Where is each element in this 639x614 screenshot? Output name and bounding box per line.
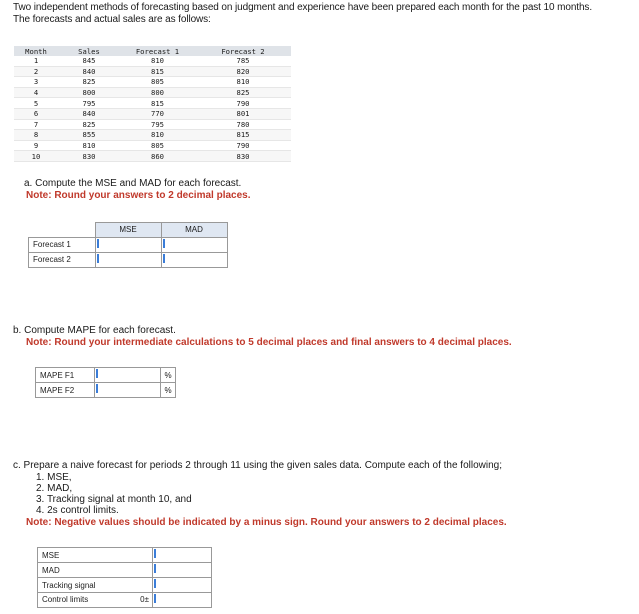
header-month: Month: [14, 46, 58, 56]
table-cell: 810: [195, 77, 291, 88]
table-cell: 790: [195, 98, 291, 109]
table-cell: 805: [120, 77, 195, 88]
row-label-forecast-2: Forecast 2: [29, 252, 96, 267]
table-cell: 5: [14, 98, 58, 109]
table-cell: 810: [120, 130, 195, 141]
table-cell: 780: [195, 119, 291, 130]
table-row: [14, 130, 291, 141]
row-label-forecast-1: Forecast 1: [29, 237, 96, 252]
table-cell: 800: [120, 87, 195, 98]
naive-mse-input[interactable]: [153, 548, 212, 563]
table-cell: 815: [195, 130, 291, 141]
table-cell: 855: [58, 130, 120, 141]
part-c-item-2: 2. MAD,: [36, 483, 73, 494]
table-cell: 825: [195, 87, 291, 98]
table-row: [14, 119, 291, 130]
table-row: [14, 77, 291, 88]
part-a-answer-grid: [28, 222, 228, 268]
part-c-question: c. Prepare a naive forecast for periods 2 through 11 using the given sales data. Compute each of the following;: [13, 460, 502, 471]
mape-f1-input[interactable]: [95, 368, 161, 383]
part-b-answer-grid: [35, 367, 176, 398]
part-c-item-4: 4. 2s control limits.: [36, 505, 119, 516]
table-body: [14, 56, 291, 161]
row-label-mape-f1: MAPE F1: [36, 368, 95, 383]
row-label-mape-f2: MAPE F2: [36, 383, 95, 398]
col-header-mse: MSE: [95, 223, 161, 238]
table-cell: 805: [120, 140, 195, 151]
forecast-1-mse-input[interactable]: [95, 237, 161, 252]
table-row: [14, 56, 291, 66]
table-cell: 8: [14, 130, 58, 141]
intro-line-2: The forecasts and actual sales are as follows:: [13, 13, 211, 25]
sales-forecast-table: [14, 46, 291, 162]
part-c-item-1: 1. MSE,: [36, 472, 72, 483]
table-header-row: [14, 46, 291, 56]
table-cell: 801: [195, 108, 291, 119]
table-cell: 860: [120, 151, 195, 162]
table-row: [14, 66, 291, 77]
mape-f2-percent: %: [161, 383, 176, 398]
table-row: [14, 87, 291, 98]
mape-f2-input[interactable]: [95, 383, 161, 398]
part-c-answer-grid: [37, 547, 212, 608]
header-forecast-1: Forecast 1: [120, 46, 195, 56]
table-cell: 3: [14, 77, 58, 88]
table-cell: 810: [120, 56, 195, 66]
table-cell: 785: [195, 56, 291, 66]
table-cell: 4: [14, 87, 58, 98]
table-cell: 9: [14, 140, 58, 151]
control-limits-input[interactable]: [153, 593, 212, 608]
table-cell: 795: [120, 119, 195, 130]
table-cell: 825: [58, 119, 120, 130]
table-cell: 1: [14, 56, 58, 66]
header-forecast-2: Forecast 2: [195, 46, 291, 56]
naive-mad-input[interactable]: [153, 563, 212, 578]
part-c-item-3: 3. Tracking signal at month 10, and: [36, 494, 192, 505]
table-row: [14, 98, 291, 109]
table-cell: 7: [14, 119, 58, 130]
tracking-signal-input[interactable]: [153, 578, 212, 593]
mape-f1-percent: %: [161, 368, 176, 383]
table-cell: 840: [58, 66, 120, 77]
table-row: [14, 108, 291, 119]
table-cell: 840: [58, 108, 120, 119]
table-cell: 795: [58, 98, 120, 109]
table-cell: 790: [195, 140, 291, 151]
table-cell: 6: [14, 108, 58, 119]
table-row: [14, 140, 291, 151]
table-cell: 845: [58, 56, 120, 66]
part-b-note: Note: Round your intermediate calculations to 5 decimal places and final answers to 4 decimal places.: [26, 337, 512, 348]
table-cell: 2: [14, 66, 58, 77]
intro-line-1: Two independent methods of forecasting based on judgment and experience have been prepared each month for the past 10 months.: [13, 2, 593, 13]
row-label-mse: MSE: [38, 548, 153, 563]
table-cell: 810: [58, 140, 120, 151]
forecast-2-mad-input[interactable]: [161, 252, 227, 267]
header-sales: Sales: [58, 46, 120, 56]
part-a-note: Note: Round your answers to 2 decimal places.: [26, 190, 251, 201]
table-cell: 825: [58, 77, 120, 88]
control-limits-prefix: 0±: [140, 595, 149, 604]
table-row: [14, 151, 291, 162]
part-b-question: b. Compute MAPE for each forecast.: [13, 325, 176, 336]
forecast-2-mse-input[interactable]: [95, 252, 161, 267]
table-cell: 830: [58, 151, 120, 162]
table-cell: 800: [58, 87, 120, 98]
table-cell: 10: [14, 151, 58, 162]
table-cell: 830: [195, 151, 291, 162]
table-cell: 815: [120, 98, 195, 109]
row-label-tracking-signal: Tracking signal: [38, 578, 153, 593]
row-label-control-limits: [38, 593, 153, 608]
col-header-mad: MAD: [161, 223, 227, 238]
control-limits-label: Control limits: [42, 595, 89, 604]
row-label-mad: MAD: [38, 563, 153, 578]
forecast-1-mad-input[interactable]: [161, 237, 227, 252]
table-cell: 770: [120, 108, 195, 119]
intro-text: [13, 2, 633, 25]
part-c-note: Note: Negative values should be indicated by a minus sign. Round your answers to 2 decimal places.: [26, 517, 507, 528]
part-a-question: a. Compute the MSE and MAD for each forecast.: [24, 178, 242, 189]
table-cell: 815: [120, 66, 195, 77]
table-cell: 820: [195, 66, 291, 77]
